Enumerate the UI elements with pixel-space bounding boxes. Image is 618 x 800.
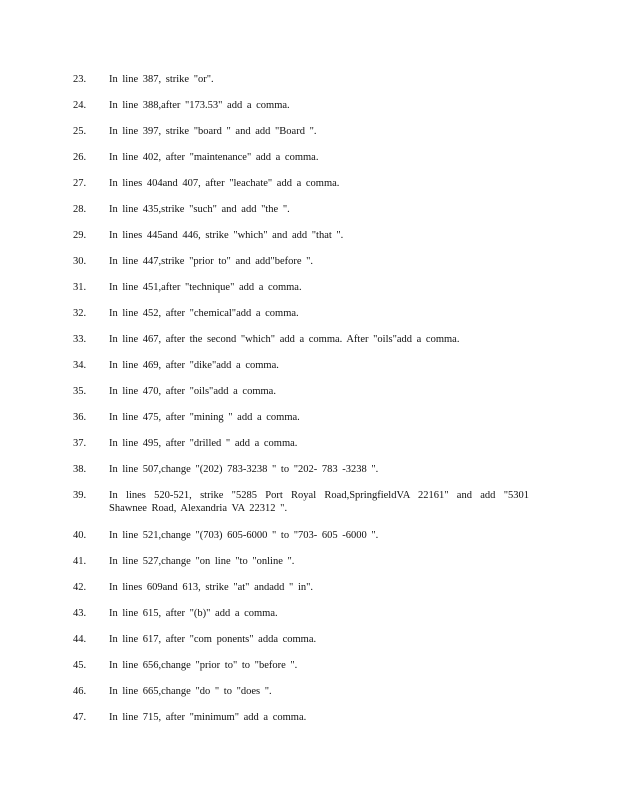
item-text: In line 402, after "maintenance" add a comma. xyxy=(109,152,319,163)
item-number: 38. xyxy=(73,464,87,475)
item-number: 23. xyxy=(73,74,87,85)
item-text: In line 665,change "do " to "does ". xyxy=(109,686,272,697)
item-text: In lines 609and 613, strike "at" andadd " in". xyxy=(109,582,314,593)
item-text: In line 715, after "minimum" add a comma. xyxy=(109,712,307,723)
item-text: In line 452, after "chemical"add a comma. xyxy=(109,308,299,319)
item-number: 42. xyxy=(73,582,87,593)
item-text: In line 527,change "on line "to "online ". xyxy=(109,556,295,567)
item-number: 39. xyxy=(73,490,87,501)
item-text: In line 617, after "com ponents" adda comma. xyxy=(109,634,317,645)
item-number: 31. xyxy=(73,282,87,293)
item-text: In line 387, strike "or". xyxy=(109,74,214,85)
item-number: 34. xyxy=(73,360,87,371)
item-number: 44. xyxy=(73,634,87,645)
item-number: 47. xyxy=(73,712,87,723)
item-text: In line 495, after "drilled " add a comma. xyxy=(109,438,298,449)
item-number: 35. xyxy=(73,386,87,397)
item-text: In line 451,after "technique" add a comma. xyxy=(109,282,302,293)
item-number: 45. xyxy=(73,660,87,671)
item-text: In line 388,after "173.53" add a comma. xyxy=(109,100,290,111)
item-number: 40. xyxy=(73,530,87,541)
item-text: In line 615, after "(b)" add a comma. xyxy=(109,608,278,619)
item-text: In line 475, after "mining " add a comma. xyxy=(109,412,300,423)
item-text: In lines 520-521, strike "5285 Port Royal Road,SpringfieldVA 22161" and add "5301 Shawnee Road, Alexandria VA 22312 ". xyxy=(109,490,529,514)
item-text: In line 507,change "(202) 783-3238 " to "202- 783 -3238 ". xyxy=(109,464,379,475)
item-number: 25. xyxy=(73,126,87,137)
item-text: In line 397, strike "board " and add "Board ". xyxy=(109,126,317,137)
item-text: In line 447,strike "prior to" and add"before ". xyxy=(109,256,314,267)
item-number: 29. xyxy=(73,230,87,241)
item-text: In line 467, after the second "which" add a comma. After "oils"add a comma. xyxy=(109,334,460,345)
item-text: In line 521,change "(703) 605-6000 " to "703- 605 -6000 ". xyxy=(109,530,379,541)
item-number: 41. xyxy=(73,556,87,567)
item-text: In line 656,change "prior to" to "before ". xyxy=(109,660,298,671)
item-number: 30. xyxy=(73,256,87,267)
item-number: 33. xyxy=(73,334,87,345)
item-text: In line 470, after "oils"add a comma. xyxy=(109,386,276,397)
item-number: 26. xyxy=(73,152,87,163)
item-number: 27. xyxy=(73,178,87,189)
item-text: In lines 445and 446, strike "which" and add "that ". xyxy=(109,230,344,241)
item-text: In line 435,strike "such" and add "the ". xyxy=(109,204,290,215)
item-number: 32. xyxy=(73,308,87,319)
item-text: In line 469, after "dike"add a comma. xyxy=(109,360,279,371)
item-number: 46. xyxy=(73,686,87,697)
item-number: 24. xyxy=(73,100,87,111)
item-text: In lines 404and 407, after "leachate" add a comma. xyxy=(109,178,340,189)
item-number: 28. xyxy=(73,204,87,215)
item-number: 37. xyxy=(73,438,87,449)
item-number: 36. xyxy=(73,412,87,423)
item-number: 43. xyxy=(73,608,87,619)
